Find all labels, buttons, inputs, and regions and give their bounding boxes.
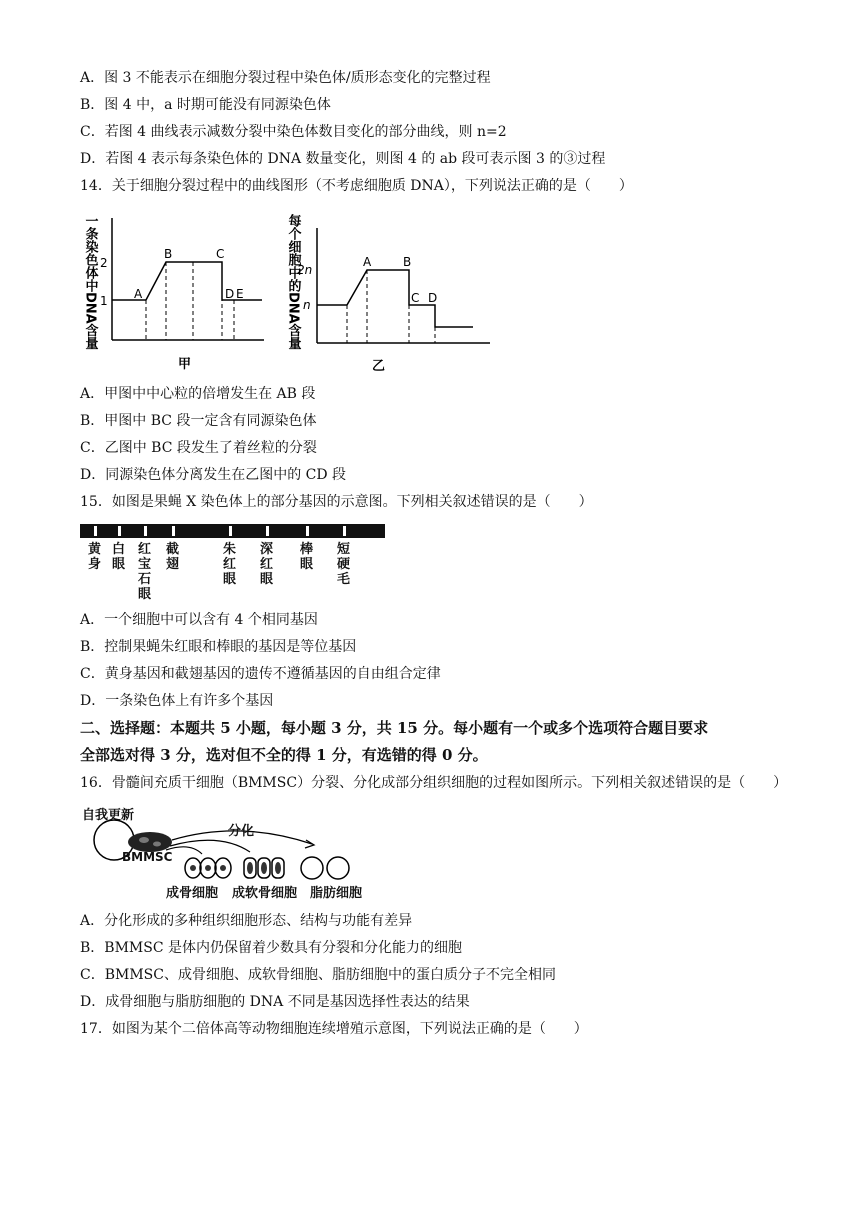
chart-yi-point-a: A: [363, 255, 372, 269]
q14-option-d: D．同源染色体分离发生在乙图中的 CD 段: [80, 467, 347, 483]
differentiation-label: 分化: [228, 824, 255, 839]
q15-option-d: D．一条染色体上有许多个基因: [80, 693, 274, 709]
section2-heading-line1: 二、选择题：本题共 5 小题，每小题 3 分，共 15 分。每小题有一个或多个选项符合题目要求: [80, 719, 709, 737]
chart-jia: [82, 208, 272, 376]
q13-option-b: B．图 4 中，a 时期可能没有同源染色体: [80, 97, 331, 113]
gene-label-deep-red-eye: 深红眼: [260, 542, 274, 587]
gene-label-vermilion-eye: 朱红眼: [223, 542, 237, 587]
chart-yi-curve: [317, 270, 473, 327]
gene-label-white-eye: 白眼: [112, 542, 126, 572]
chart-jia-point-d: D: [225, 287, 235, 301]
gene-label-bar-eye: 棒眼: [300, 542, 314, 572]
chondroblast-label: 成软骨细胞: [232, 886, 298, 901]
gene-label-yellow-body: 黄身: [88, 542, 102, 572]
chart-jia-point-c: C: [216, 247, 225, 261]
q13-option-c: C．若图 4 曲线表示减数分裂中染色体数目变化的部分曲线，则 n=2: [80, 124, 507, 140]
q15-option-c: C．黄身基因和截翅基因的遗传不遵循基因的自由组合定律: [80, 666, 441, 682]
q15-option-b: B．控制果蝇朱红眼和棒眼的基因是等位基因: [80, 639, 357, 655]
chart-jia-point-b: B: [164, 247, 173, 261]
chart-jia-ytick-1: 1: [100, 294, 108, 308]
q13-option-d: D．若图 4 表示每条染色体的 DNA 数量变化，则图 4 的 ab 段可表示图 3 的③过程: [80, 151, 606, 167]
bmmsc-diagram: [80, 800, 380, 900]
chart-yi-point-c: C: [411, 291, 420, 305]
q14-option-a: A．甲图中中心粒的倍增发生在 AB 段: [80, 386, 316, 402]
section2-heading-line2: 全部选对得 3 分，选对但不全的得 1 分，有选错的得 0 分。: [80, 746, 488, 764]
bmmsc-label: BMMSC: [122, 850, 173, 864]
chart-yi: [285, 208, 500, 376]
q15-stem: 15．如图是果蝇 X 染色体上的部分基因的示意图。下列相关叙述错误的是（ ）: [80, 494, 593, 510]
adipocyte-label: 脂肪细胞: [310, 886, 363, 901]
q16-stem: 16．骨髓间充质干细胞（BMMSC）分裂、分化成部分组织细胞的过程如图所示。下列相关叙述错误的是（ ）: [80, 775, 788, 791]
chart-yi-point-b: B: [403, 255, 412, 269]
gene-label-ruby-eye: 红宝石眼: [138, 542, 152, 602]
q14-option-c: C．乙图中 BC 段发生了着丝粒的分裂: [80, 440, 317, 456]
chromosome-bar: [80, 520, 390, 542]
gene-label-cut-wing: 截翅: [166, 542, 180, 572]
chart-yi-ytick-n: n: [303, 298, 311, 312]
chart-jia-point-a: A: [134, 287, 143, 301]
q13-option-a: A．图 3 不能表示在细胞分裂过程中染色体/质形态变化的完整过程: [80, 70, 491, 86]
gene-label-short-bristle: 短硬毛: [337, 542, 351, 587]
chart-jia-caption: 甲: [178, 357, 192, 372]
chart-yi-ylabel: 每个细胞中的DNA含量: [285, 214, 301, 350]
q14-stem: 14．关于细胞分裂过程中的曲线图形（不考虑细胞质 DNA），下列说法正确的是（ ）: [80, 178, 633, 194]
x-chromosome-gene-map: [80, 520, 390, 600]
chart-jia-point-e: E: [236, 287, 244, 301]
q16-option-c: C．BMMSC、成骨细胞、成软骨细胞、脂肪细胞中的蛋白质分子不完全相同: [80, 967, 556, 983]
q16-option-a: A．分化形成的多种组织细胞形态、结构与功能有差异: [80, 913, 413, 929]
chart-yi-point-d: D: [428, 291, 438, 305]
q14-option-b: B．甲图中 BC 段一定含有同源染色体: [80, 413, 317, 429]
q16-option-d: D．成骨细胞与脂肪细胞的 DNA 不同是基因选择性表达的结果: [80, 994, 470, 1010]
chart-yi-ytick-2n: 2n: [297, 263, 313, 277]
chart-yi-caption: 乙: [372, 359, 386, 374]
chart-jia-ytick-2: 2: [100, 256, 108, 270]
q15-option-a: A．一个细胞中可以含有 4 个相同基因: [80, 612, 318, 628]
q16-option-b: B．BMMSC 是体内仍保留着少数具有分裂和分化能力的细胞: [80, 940, 462, 956]
self-renewal-label: 自我更新: [82, 808, 135, 823]
osteoblast-label: 成骨细胞: [166, 886, 219, 901]
chart-jia-ylabel: 一条染色体中DNA含量: [82, 214, 98, 350]
q17-stem: 17．如图为某个二倍体高等动物细胞连续增殖示意图，下列说法正确的是（ ）: [80, 1021, 588, 1037]
